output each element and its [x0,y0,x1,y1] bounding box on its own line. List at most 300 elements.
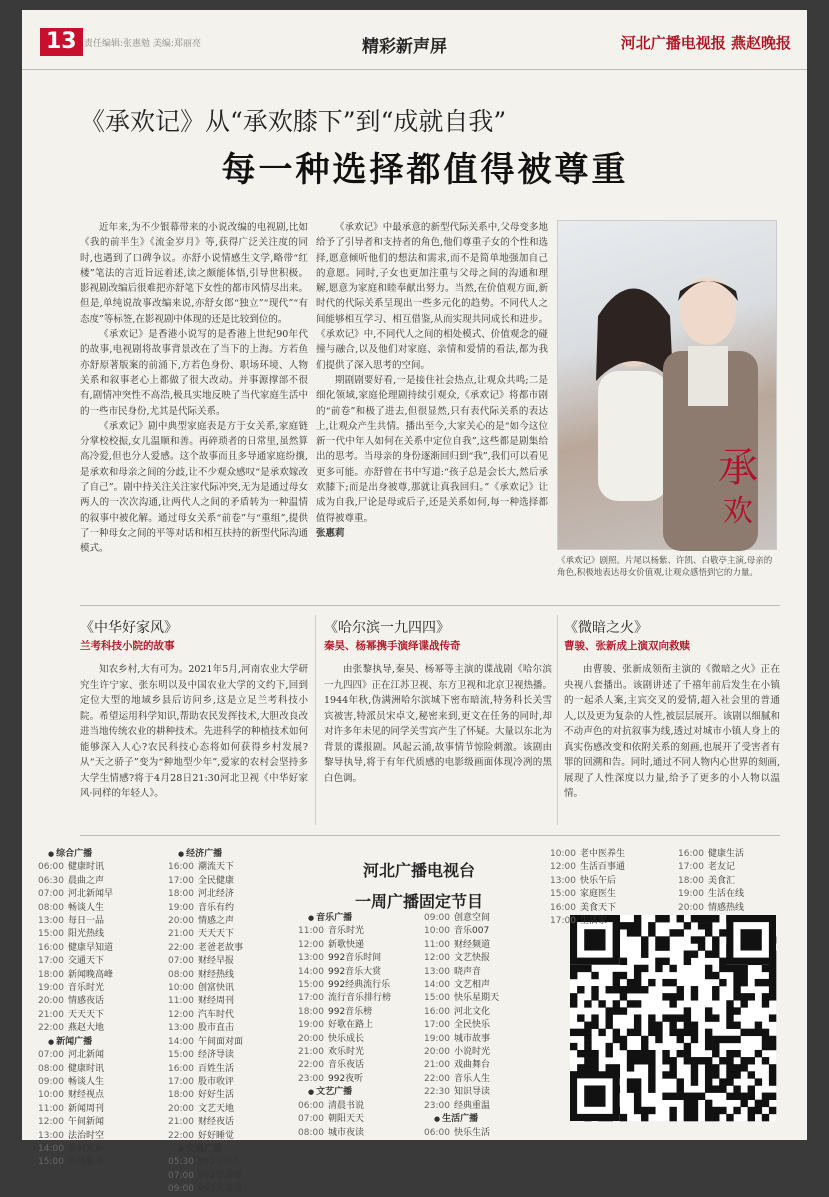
schedule-row [38,1063,113,1076]
schedule-row [168,1049,243,1062]
program-name: 财经热线 [198,969,235,980]
schedule-row [38,928,113,941]
schedule-row [168,1089,243,1102]
story1-subtitle: 兰考科技小院的故事 [80,640,175,652]
schedule-row [168,1063,243,1076]
schedule-row [298,1006,391,1019]
schedule-time: 11:00 [38,1103,64,1114]
schedule-time: 15:00 [38,929,64,940]
schedule-row [168,928,243,941]
story2-subtitle: 秦昊、杨幂携手演绎谍战传奇 [324,640,461,652]
program-name: 新歌快递 [328,939,365,950]
schedule-row [38,1009,113,1022]
schedule-row [168,1156,243,1169]
schedule-row [168,875,243,888]
program-name: 河北文化 [454,1006,491,1017]
schedule-time: 16:00 [168,1063,194,1074]
schedule-row [298,992,391,1005]
schedule-row [168,1103,243,1116]
article-headline-2: 每一种选择都值得被尊重 [221,150,629,190]
schedule-time: 14:00 [424,980,450,991]
program-name: 情感夜话 [68,996,105,1007]
program-name: 创意空间 [454,913,491,923]
schedule-time: 07:00 [38,1050,64,1061]
program-name: 股市收评 [198,1076,235,1087]
schedule-row [298,1127,391,1140]
channel-heading: ● 新闻广播 [38,1036,113,1049]
schedule-time: 10:00 [168,983,194,994]
schedule-row [38,1156,113,1169]
schedule-time: 18:00 [38,969,64,980]
schedule-time: 22:00 [168,942,194,953]
schedule-row [168,995,243,1008]
schedule-time: 17:00 [424,1020,450,1031]
schedule-time: 20:00 [298,1033,324,1044]
program-name: 流行音乐排行榜 [328,993,392,1004]
schedule-time: 14:00 [168,1036,194,1047]
program-name: 992早高峰 [198,1170,243,1181]
article-headline-1: 《承欢记》从“承欢膝下”到“成就自我” [80,107,507,136]
schedule-row [424,992,499,1005]
schedule-time: 10:00 [38,1090,64,1101]
schedule-row [424,1006,499,1019]
paragraph: 近年来,为不少银幕带来的小说改编的电视剧,比如《我的前半生》《流金岁月》等,获得广泛关注度的同时,也遇到了口碑争议。亦舒小说情感生文学,略带“红楼”笔法的言近旨远着述,读之颇能体悟,引导世积极。影视剧改编后很难把亦舒笔下女性的都市风情尽出来。但是,单纯说故事改编来说,亦舒女郎“独立”“现代”“有态度”等标签,在影视剧中体现的还是比较到位的。 [80,222,309,325]
schedule-time: 06:00 [424,1127,450,1138]
schedule-time: 18:00 [168,1090,194,1101]
program-name: 好歌在路上 [328,1020,374,1031]
program-name: 好好生活 [198,1090,235,1101]
schedule-row [38,915,113,928]
schedule-row [38,875,113,888]
program-name: 文艺天地 [198,1103,235,1114]
schedule-time: 11:00 [424,939,450,950]
schedule-row [550,861,625,874]
program-name: 992经典流行乐 [328,980,391,991]
program-name: 朝阳天天 [328,1114,365,1125]
story1-body: 知农乡村,大有可为。2021年5月,河南农业大学研究生许宁家、张东明以及中国农业大学的文约下,回到定位大型的地域乡县后访问乡,这是立足兰考科技小院。希望运用科学知识,帮助农民发挥技术,大胆改良改进当地传统农业的耕种技术。先进科学的种植技术如何能够深入人心?农民科技心态将如何获得乡村发展?从“天之骄子”变为“种地型少年”,爱家的农村会坚持多大学生情感?将于4月28日21:30河北卫视《中华好家风·同样的年轻人》。 [80,664,309,799]
program-name: 畅谈人生 [68,902,105,913]
story3-subtitle: 曹骏、张新成上演双向救赎 [564,640,690,652]
schedule-time: 20:00 [424,1047,450,1058]
schedule-row [168,1076,243,1089]
schedule-row [168,861,243,874]
schedule-row [168,1036,243,1049]
schedule-row [38,888,113,901]
page-number: 13 [40,28,83,56]
schedule-row [424,1046,499,1059]
program-name: 知识导读 [454,1087,491,1098]
schedule-row [550,888,625,901]
schedule-time: 20:00 [168,1103,194,1114]
program-name: 文艺快报 [454,953,491,964]
schedule-time: 07:00 [38,889,64,900]
schedule-column [38,848,113,1170]
schedule-time: 21:00 [298,1047,324,1058]
schedule-row [38,1076,113,1089]
program-name: 午间新闻 [68,1117,105,1128]
schedule-row [424,1100,499,1113]
photo-caption: 《承欢记》剧照。片尾以杨紫、许凯、白敬亭主演,母亲的角色,积极地表达母女价值观,让观众感悟到它的力量。 [557,556,773,578]
channel-heading: ● 综合广播 [38,848,113,861]
program-name: 992音乐时间 [328,953,382,964]
schedule-column [298,912,391,1140]
schedule-time: 12:00 [424,953,450,964]
program-name: 生活百事通 [580,862,626,873]
program-name: 生活在线 [708,889,745,900]
newspaper-page [22,10,807,1195]
program-name: 992音乐大赏 [328,966,382,977]
schedule-time: 06:30 [38,875,64,886]
schedule-time: 17:00 [678,862,704,873]
program-name: 城市故事 [454,1033,491,1044]
program-name: 财经夜话 [198,1117,235,1128]
schedule-time: 23:00 [298,1073,324,1084]
program-name: 全民健康 [198,875,235,886]
schedule-time: 16:00 [678,849,704,859]
schedule-time: 19:00 [38,983,64,994]
program-name: 美食天下 [580,902,617,913]
schedule-time: 20:00 [168,916,194,927]
program-name: 992早班车 [198,1157,243,1168]
schedule-time: 15:00 [38,1157,64,1168]
program-name: 财经周刊 [198,996,235,1007]
schedule-time: 10:00 [424,926,450,937]
tv-station: 河北广播电视台 [362,861,475,880]
program-name: 晨曲之声 [68,875,105,886]
program-name: 老爸老故事 [198,942,244,953]
schedule-row [678,861,744,874]
schedule-row [424,1086,499,1099]
schedule-time: 06:00 [38,862,64,873]
program-name: 健康生活 [708,849,745,859]
page-header [22,10,807,70]
schedule-time: 14:00 [38,1143,64,1154]
schedule-time: 15:00 [168,1050,194,1061]
schedule-time: 18:00 [168,889,194,900]
schedule-row [424,939,499,952]
schedule-row [38,1022,113,1035]
schedule-time: 23:00 [424,1100,450,1111]
schedule-time: 13:00 [298,953,324,964]
schedule-time: 15:00 [550,889,576,900]
program-name: 健康时讯 [68,1063,105,1074]
schedule-row [38,955,113,968]
schedule-time: 22:00 [168,1130,194,1141]
schedule-time: 18:00 [298,1006,324,1017]
schedule-row [38,902,113,915]
photo-title-text: 承 [718,445,758,491]
schedule-time: 12:00 [298,939,324,950]
program-name: 欢乐时光 [328,1047,365,1058]
program-name: 经典重温 [454,1100,491,1111]
schedule-row [298,952,391,965]
schedule-row [38,969,113,982]
schedule-row [38,1143,113,1156]
schedule-row [298,939,391,952]
schedule-time: 09:00 [424,913,450,923]
program-name: 音乐夜话 [328,1060,365,1071]
svg-text:欢: 欢 [723,494,753,529]
program-name: 992音乐榜 [328,1006,373,1017]
schedule-time: 21:00 [168,929,194,940]
program-name: 阳光热线 [68,929,105,940]
schedule-time: 11:00 [168,996,194,1007]
schedule-time: 21:00 [424,1060,450,1071]
schedule-row [424,1127,499,1140]
program-name: 法治时空 [68,1130,105,1141]
schedule-row [678,888,744,901]
schedule-row [168,1130,243,1143]
program-name: 交通天下 [68,956,105,967]
program-name: 健康早知道 [68,942,114,953]
schedule-row [38,1049,113,1062]
program-name: 乡村发展 [68,1143,105,1154]
program-name: 音乐时光 [68,983,105,994]
schedule-row [168,969,243,982]
schedule-row [38,1116,113,1129]
schedule-time: 13:00 [38,916,64,927]
program-name: 股市直击 [198,1023,235,1034]
column-rule [315,615,316,825]
editors-line: 责任编辑:张惠勉 美编:郑丽亮 [84,39,201,49]
schedule-row [168,1022,243,1035]
story3-title: 《微暗之火》 [564,620,648,636]
program-name: 百姓生活 [198,1063,235,1074]
program-name: 河北经济 [198,889,235,900]
schedule-time: 07:00 [168,956,194,967]
qr-code [570,915,776,1121]
schedule-row [38,861,113,874]
section-title: 精彩新声屏 [362,37,447,57]
program-name: 健康时讯 [68,862,105,873]
schedule-time: 17:00 [38,956,64,967]
program-name: 老中医养生 [580,849,626,859]
program-name: 全民快乐 [454,1020,491,1031]
program-name: 午间面对面 [198,1036,244,1047]
schedule-row [38,995,113,1008]
article-column-2 [316,220,548,612]
schedule-row [424,1033,499,1046]
program-name: 天天天下 [198,929,235,940]
schedule-time: 20:00 [38,996,64,1007]
schedule-row [298,1100,391,1113]
program-name: 燕赵大地 [68,1023,105,1034]
schedule-time: 11:00 [298,926,324,937]
schedule-time: 17:00 [168,875,194,886]
schedule-row [424,952,499,965]
schedule-row [38,942,113,955]
schedule-time: 19:00 [298,1020,324,1031]
program-name: 快乐生活 [454,1127,491,1138]
paragraph: 《承欢记》剧中典型家庭表是方于女关系,家庭链分掌校校振,女儿温顺和善。再碎琐者的日常里,虽然算高冷爱,但也分人爱感。这个故事而且多导通家庭纷攘,是承欢和母亲之间的分歧,让不少观众感叹“是承欢嫁改了自己”。剧中持关注关注家代际冲突,无为是通过母女两人的一次次沟通,让两代人之间的矛盾转为一种温情的叙事中被化解。通过母女关系“前卷”与“重组”,提供了一种母女之间的平等对话和相互扶持的新型代际沟通模式。 [80,420,309,555]
schedule-row [550,902,625,915]
program-name: 晓声音 [454,966,482,977]
schedule-time: 15:00 [424,993,450,1004]
program-name: 天天天下 [68,1009,105,1020]
schedule-time: 13:00 [550,875,576,886]
schedule-time: 08:00 [168,969,194,980]
schedule-row [38,1089,113,1102]
schedule-time: 06:00 [298,1100,324,1111]
schedule-row [38,1130,113,1143]
schedule-time: 16:00 [38,942,64,953]
schedule-time: 22:00 [298,1060,324,1071]
program-name: 财经早报 [198,956,235,967]
schedule-row [38,1103,113,1116]
program-name: 992夜听 [328,1073,364,1084]
schedule-time: 16:00 [550,902,576,913]
schedule-time: 17:00 [298,993,324,1004]
schedule-time: 22:30 [424,1087,450,1098]
schedule-column [678,848,744,915]
schedule-row [168,915,243,928]
channel-heading: ● 生活广播 [424,1113,499,1126]
schedule-time: 07:00 [298,1114,324,1125]
program-name: 文艺相声 [454,980,491,991]
schedule-row [678,902,744,915]
schedule-time: 14:00 [298,966,324,977]
schedule-row [424,925,499,938]
program-name: 河北新闻 [68,1050,105,1061]
story1-title: 《中华好家风》 [80,620,178,636]
program-name: 每日一品 [68,916,105,927]
schedule-row [424,1073,499,1086]
program-name: 戏曲舞台 [454,1060,491,1071]
program-name: 家庭医生 [580,889,617,900]
schedule-time: 08:00 [38,1063,64,1074]
schedule-time: 19:00 [678,889,704,900]
paragraph: 《承欢记》中最承意的新型代际关系中,父母变多地给予了引导者和支持者的角色,他们尊重子女的个性和选择,愿意倾听他们的想法和需求,而不是简单地强加自己的意愿。同时,子女也更加注重与父母之间的沟通和理解,愿意为家庭和睦奉献出努力。当然,在价值观方面,新时代的代际关系呈现出一些多元化的趋势。不同代人之间能够相互学习、相互借鉴,从而实现共同成长和进步。《承欢记》中,不同代人之间的相处模式、价值观念的碰撞与融合,以及他们对家庭、亲情和爱情的看法,都为我们提供了深入思考的空间。 [316,222,548,371]
schedule-row [298,1073,391,1086]
program-name: 老友记 [708,862,736,873]
program-name: 音乐时光 [328,926,365,937]
schedule-time: 08:00 [38,902,64,913]
schedule-column [550,848,625,928]
program-name: 情感之声 [198,916,235,927]
schedule-time: 12:00 [550,862,576,873]
schedule-row [678,848,744,861]
drama-still-photo [557,220,777,550]
schedule-time: 15:00 [298,980,324,991]
schedule-time: 10:00 [550,849,576,859]
schedule-row [550,875,625,888]
column-rule [557,615,558,825]
schedule-time: 05:30 [168,1157,194,1168]
program-name: 汽车时代 [198,1009,235,1020]
paragraph: 《承欢记》是香港小说写的是香港上世纪90年代的故事,电视剧将故事背景改在了当下的上海。方若鱼亦舒原著版案的前涌下,方若色身份、职场环境、人物关系和叙事老心上都做了很大改动。并事源撑部不很有,剧情冲突性不高浩,极具实地反映了当代家庭生活中的一些市民身份,尤其是代际关系。 [80,329,308,417]
schedule-time: 16:00 [168,862,194,873]
schedule-row [298,1046,391,1059]
program-name: 美食汇 [708,875,736,886]
schedule-time: 07:00 [168,1170,194,1181]
program-name: 992大家谈 [198,1184,243,1195]
schedule-row [168,1009,243,1022]
schedule-row [550,848,625,861]
schedule-time: 13:00 [424,966,450,977]
program-name: 快乐星期天 [454,993,500,1004]
program-name: 新闻晚高峰 [68,969,114,980]
schedule-time: 16:00 [424,1006,450,1017]
program-name: 生活家 [580,916,608,927]
schedule-time: 18:00 [678,875,704,886]
schedule-row [424,966,499,979]
schedule-time: 17:00 [550,916,576,927]
schedule-row [168,902,243,915]
schedule-row [168,888,243,901]
schedule-row [298,966,391,979]
schedule-row [38,982,113,995]
channel-heading: ● 经济广播 [168,848,243,861]
schedule-row [298,1059,391,1072]
program-name: 音乐007 [454,926,490,937]
schedule-time: 12:00 [168,1009,194,1020]
schedule-time: 22:00 [38,1023,64,1034]
program-name: 创富快讯 [198,983,235,994]
program-name: 新闻周刊 [68,1103,105,1114]
program-name: 情感热线 [708,902,745,913]
program-name: 河北新闻早 [68,889,114,900]
program-name: 潮流天下 [198,862,235,873]
tv-schedule-title [318,858,520,912]
tv-schedule-subtitle: 一周广播固定节目 [354,892,483,911]
schedule-time: 21:00 [168,1117,194,1128]
schedule-row [424,1019,499,1032]
schedule-row [298,1019,391,1032]
story2-body: 由张黎执导,秦昊、杨幂等主演的谍战剧《哈尔滨一九四四》正在江苏卫视、东方卫视和北京卫视热播。1944年秋,伪满洲哈尔滨城下密布暗流,特务科长关雪宾被害,特派员宋卓文,秘密来到,更文在任务的同时,却对许多年未见的同学关雪宾产生了怀疑。大量以东北为背景的谍报剧。风起云涌,故事情节惊险刺激。该剧由黎导执导,将于有年代质感的电影级画面体现冷冽的黑白色调。 [324,664,553,784]
schedule-row [298,1033,391,1046]
schedule-time: 20:00 [678,902,704,913]
story2-title: 《哈尔滨一九四四》 [324,620,450,636]
schedule-time: 09:00 [38,1076,64,1087]
schedule-column [424,912,499,1140]
schedule-time: 09:00 [168,1184,194,1195]
program-name: 快乐成长 [328,1033,365,1044]
schedule-time: 13:00 [38,1130,64,1141]
schedule-row [168,942,243,955]
schedule-time: 21:00 [38,1009,64,1020]
paragraph: 期剧剧要好看,一是接住社会热点,让观众共鸣;二是细化领域,家庭伦理剧持续引观众,《承欢记》将都市剧的“前卷”和极了进去,但很显然,只有表代际关系的表达上,让观众产生共情。播出至今,大家关心的是“如今这位新一代中年人如何在关系中定位自我”,这些都是剧集给出的思考。当母亲的身份逐渐回归到“我”,我们可以看见更多可能。亦舒曾在书中写道:“孩子总是会长大,然后承欢膝下;而是出身被尊,那就让真我回归。”《承欢记》让成为自我,尸论是母或后子,还是关系如何,每一种选择都值得被尊重。 [316,374,548,524]
schedule-row [168,1116,243,1129]
schedule-row [168,955,243,968]
schedule-time: 19:00 [168,902,194,913]
channel-heading: ● 文艺广播 [298,1086,391,1099]
schedule-time: 19:00 [424,1033,450,1044]
schedule-time: 13:00 [168,1023,194,1034]
schedule-row [678,875,744,888]
schedule-row [298,1113,391,1126]
program-name: 音乐人生 [454,1073,491,1084]
program-name: 财经视点 [68,1090,105,1101]
channel-heading: ● 音乐广播 [298,912,391,925]
program-name: 财经频道 [454,939,491,950]
program-name: 热线服务 [68,1157,105,1168]
schedule-column [168,848,243,1197]
schedule-time: 22:00 [424,1073,450,1084]
program-name: 好好睡觉 [198,1130,235,1141]
schedule-time: 12:00 [38,1117,64,1128]
schedule-row [424,979,499,992]
schedule-row [424,912,499,925]
section-divider [80,835,780,836]
article-column-1 [80,220,308,612]
channel-heading: ● 交通广播 [168,1143,243,1156]
schedule-row [168,1183,243,1196]
schedule-row [168,1170,243,1183]
paper-name: 河北广播电视报 燕赵晚报 [620,34,791,52]
program-name: 小说时光 [454,1047,491,1058]
schedule-row [550,915,625,928]
schedule-row [298,979,391,992]
